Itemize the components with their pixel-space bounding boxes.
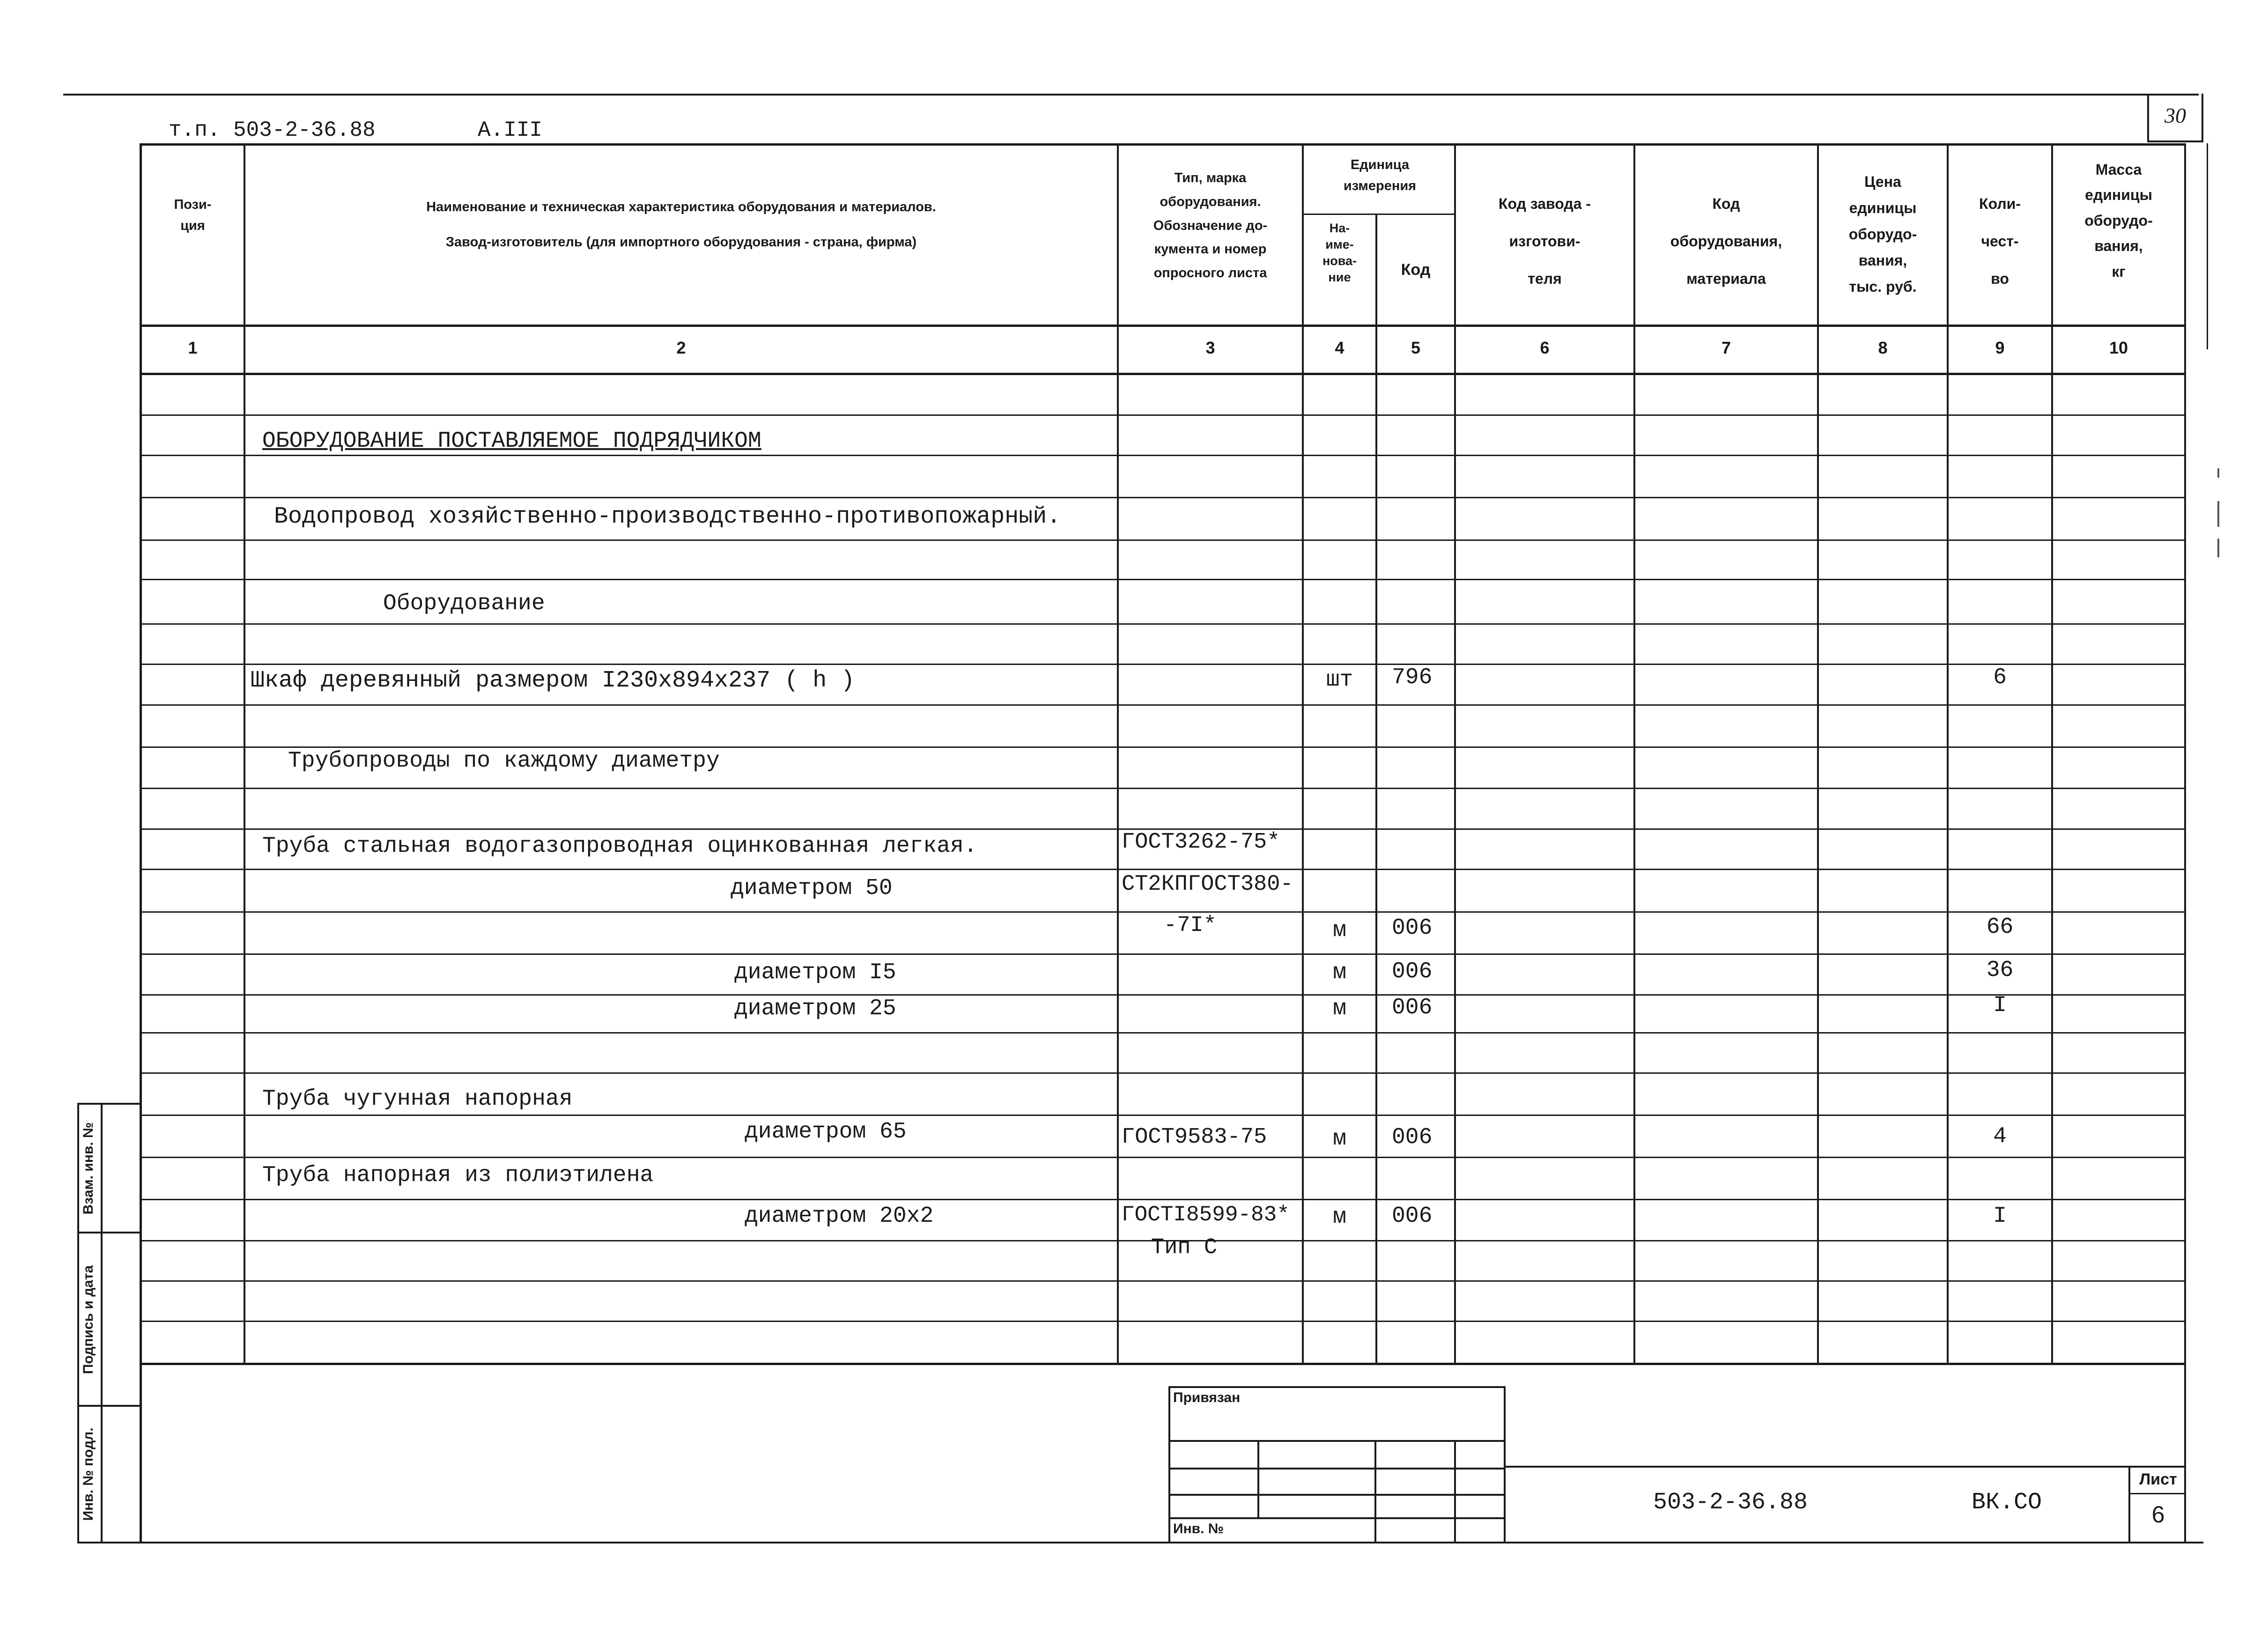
item-unit-code: 006 [1392,995,1433,1020]
col-header-name: Наименование и техническая характеристика оборудования и материалов. Завод-изготовитель (для импортного оборудования - страна, фирма) [426,199,936,250]
side-stamp-sign-date: Подпись и дата [81,1265,96,1374]
col-number: 10 [2109,338,2128,357]
col-header-quantity: Коли- чест- во [1979,195,2021,287]
stamp-sheet-number: 6 [2151,1501,2165,1528]
item-type: ГОСТ9583-75 [1122,1125,1267,1150]
col-header-type: Тип, марка оборудования. Обозначение до- кумента и номер опросного листа [1153,170,1268,281]
item-type: ГОСТ3262-75* [1122,830,1280,855]
item-name: Труба стальная водогазопроводная оцинкованная легкая. [262,834,977,859]
col-header-equipment-code: Код оборудования, материала [1670,195,1782,287]
item-quantity: 6 [1993,665,2007,690]
page-number: 30 [2165,103,2186,127]
item-unit: шт [1326,667,1353,693]
col-number: 5 [1411,338,1421,357]
item-unit: м [1333,996,1346,1021]
item-unit: м [1333,960,1346,985]
item-type: ГОСТI8599-83* [1122,1203,1290,1227]
item-name: диаметром 25 [734,996,896,1021]
col-header-mass: Масса единицы оборудо- вания, кг [2084,161,2153,280]
item-unit-code: 006 [1392,959,1433,984]
item-unit-code: 006 [1392,1204,1433,1229]
system-title: Водопровод хозяйственно-производственно-противопожарный. [274,503,1061,530]
item-name: диаметром 20x2 [745,1204,934,1229]
item-quantity: 36 [1986,958,2014,983]
item-unit-code: 006 [1392,916,1433,941]
sheet-format: А.III [478,118,543,142]
item-name: Труба напорная из полиэтилена [262,1163,654,1188]
col-number: 2 [676,338,686,357]
col-number: 9 [1995,338,2005,357]
col-header-unit-code: Код [1401,261,1431,279]
subsection-title: Трубопроводы по каждому диаметру [288,748,720,774]
item-name: диаметром I5 [734,960,896,985]
item-type: -7I* [1164,913,1217,938]
item-quantity: 66 [1986,915,2014,940]
project-code: т.п. 503-2-36.88 [169,118,376,142]
item-name: диаметром 50 [731,876,893,901]
col-number: 4 [1335,338,1345,357]
stamp-doc-code: 503-2-36.88 [1653,1489,1808,1516]
side-stamp-inv-orig: Инв. № подл. [81,1427,96,1521]
item-quantity: I [1993,1204,2007,1229]
col-number: 3 [1205,338,1215,357]
item-unit: м [1333,918,1346,943]
item-type: Тип С [1151,1235,1218,1260]
col-header-price: Цена единицы оборудо- вания, тыс. руб. [1848,173,1917,295]
col-number: 7 [1721,338,1731,357]
item-name: диаметром 65 [745,1119,907,1145]
col-number: 6 [1540,338,1550,357]
stamp-section: ВК.СО [1972,1489,2042,1516]
stamp-sheet-label: Лист [2139,1470,2177,1488]
stamp-inv-label: Инв. № [1173,1521,1224,1536]
item-name: Труба чугунная напорная [262,1086,573,1112]
item-quantity: I [1993,993,2007,1018]
col-number: 8 [1878,338,1888,357]
col-header-unit-group: Единица измерения [1343,157,1417,193]
item-unit: м [1333,1126,1346,1152]
subsection-title: Оборудование [383,591,545,616]
stamp-attached-label: Привязан [1173,1390,1241,1405]
col-header-position: Пози- ция [174,197,212,233]
section-heading: ОБОРУДОВАНИЕ ПОСТАВЛЯЕМОЕ ПОДРЯДЧИКОМ [262,428,761,454]
col-header-unit-name: На- име- нова- ние [1322,221,1357,285]
item-unit: м [1333,1204,1346,1230]
item-type: СТ2КПГОСТ380- [1122,872,1293,897]
item-unit-code: 006 [1392,1125,1433,1150]
item-quantity: 4 [1993,1124,2007,1149]
col-number: 1 [188,338,198,357]
item-name: Шкаф деревянный размером I230x894x237 ( h ) [251,667,855,694]
col-header-manufacturer-code: Код завода - изготови- теля [1498,195,1591,287]
item-unit-code: 796 [1392,665,1433,690]
side-stamp-inv-replace: Взам. инв. № [81,1122,96,1215]
